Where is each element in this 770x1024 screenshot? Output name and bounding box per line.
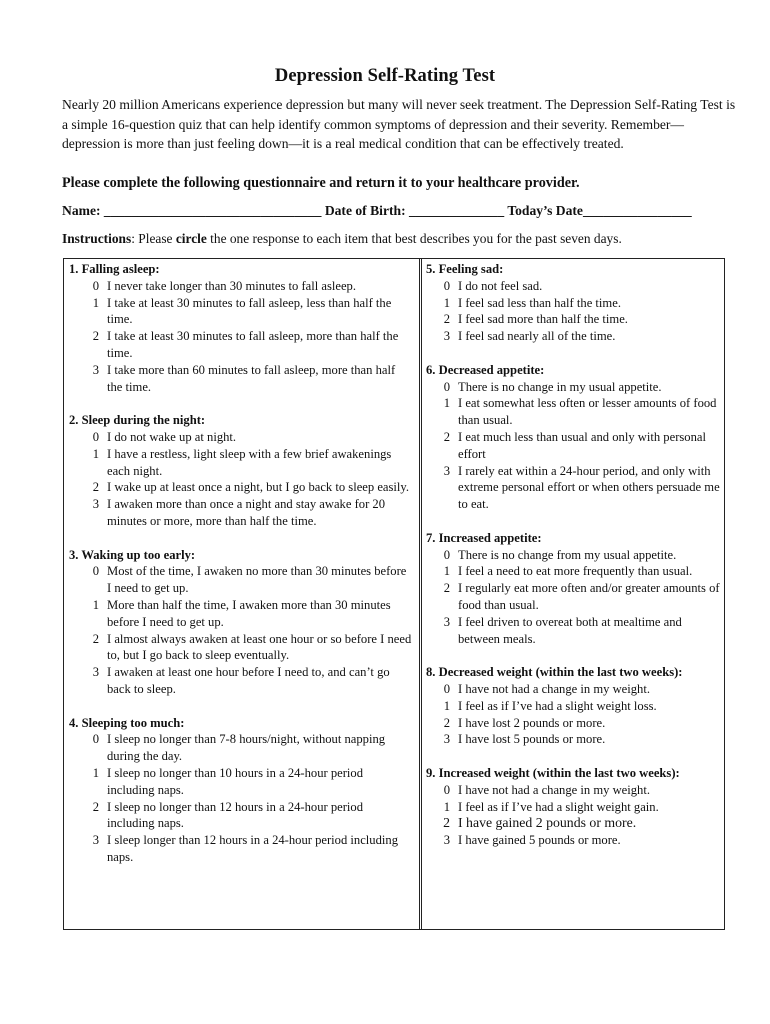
answer-option[interactable] [69,731,413,765]
answer-option[interactable] [69,765,413,799]
answer-option[interactable] [426,429,722,463]
option-number: 3 [443,614,450,629]
question-title: 8. Decreased weight (within the last two weeks): [426,665,683,680]
question-item [426,664,722,748]
option-number: 2 [92,329,99,344]
option-number: 1 [92,295,99,310]
option-text: Most of the time, I awaken no more than 30 minutes before I need to get up. [107,564,407,596]
option-number: 0 [92,732,99,747]
option-text: I take at least 30 minutes to fall asleep, less than half the time. [107,295,392,327]
option-number: 3 [92,833,99,848]
complete-instruction: Please complete the following questionnaire and return it to your healthcare provider. [62,175,580,191]
answer-option[interactable] [426,832,722,849]
option-number: 2 [443,429,450,444]
option-number: 0 [443,379,450,394]
option-number: 0 [92,429,99,444]
option-text: I have lost 2 pounds or more. [458,715,606,730]
answer-option[interactable] [426,681,722,698]
answer-option[interactable] [426,580,722,614]
column-divider [419,259,422,929]
questionnaire-table [63,258,725,930]
option-number: 1 [92,765,99,780]
option-text: I wake up at least once a night, but I go back to sleep easily. [107,480,410,495]
instructions-text-1: : Please [131,231,176,246]
answer-option[interactable] [426,614,722,648]
option-text: I sleep no longer than 7-8 hours/night, without napping during the day. [107,732,386,764]
option-number: 1 [443,396,450,411]
answer-option[interactable] [69,563,413,597]
question-item [69,261,413,395]
question-item [426,362,722,513]
patient-fields [62,203,752,219]
page-title: Depression Self-Rating Test [274,66,496,86]
question-title: 2. Sleep during the night: [69,413,206,428]
question-title: 4. Sleeping too much: [69,715,185,730]
option-text: I have not had a change in my weight. [458,681,650,696]
instructions-label: Instructions [62,231,132,246]
option-number: 0 [443,782,450,797]
answer-option[interactable] [69,597,413,631]
option-number: 1 [443,799,450,814]
option-text: I regularly eat more often and/or greater amounts of food than usual. [458,581,720,612]
option-text: I feel sad nearly all of the time. [458,329,616,344]
question-item [69,412,413,530]
answer-option[interactable] [69,446,413,480]
answer-option[interactable] [69,328,413,362]
option-text: I have not had a change in my weight. [458,782,650,797]
answer-option[interactable] [69,295,413,329]
option-text: I eat somewhat less often or lesser amounts of food than usual. [458,396,717,428]
right-column [426,261,722,866]
answer-option[interactable] [426,311,722,328]
option-number: 3 [443,463,450,478]
option-text: I have gained 2 pounds or more. [458,815,637,831]
option-text: I have gained 5 pounds or more. [458,833,621,848]
answer-option[interactable] [426,463,722,513]
question-item [69,715,413,866]
option-number: 3 [92,665,99,680]
question-title: 5. Feeling sad: [426,262,504,276]
option-number: 3 [92,362,99,377]
option-text: I feel sad less than half the time. [458,295,621,310]
option-number: 1 [443,564,450,579]
option-number: 3 [443,732,450,747]
option-number: 3 [443,329,450,344]
option-text: I feel as if I’ve had a slight weight loss. [458,698,657,713]
option-text: I sleep longer than 12 hours in a 24-hour period including naps. [107,833,398,864]
option-text: I sleep no longer than 12 hours in a 24-hour period including naps. [107,799,364,831]
option-number: 2 [92,799,99,814]
option-text: I feel as if I’ve had a slight weight gain. [458,799,659,814]
answer-option[interactable] [426,547,722,564]
todays-date-field[interactable]: Today’s Date________________ [507,203,692,218]
question-title: 7. Increased appetite: [426,530,542,545]
option-text: I sleep no longer than 10 hours in a 24-hour period including naps. [107,765,364,797]
left-column [69,261,413,882]
instructions-circle: circle [175,231,207,246]
option-text: I eat much less than usual and only with personal effort [458,429,706,461]
option-text: I have lost 5 pounds or more. [458,732,606,747]
question-item [426,261,722,345]
answer-option[interactable] [426,698,722,715]
option-text: I awaken at least one hour before I need to, and can’t go back to sleep. [107,665,390,696]
option-number: 2 [443,815,450,831]
option-number: 0 [443,278,450,293]
question-title: 9. Increased weight (within the last two weeks): [426,765,680,780]
question-item [426,530,722,648]
answer-option[interactable] [426,278,722,295]
answer-option[interactable] [426,295,722,312]
option-number: 1 [92,597,99,612]
option-number: 0 [92,278,99,293]
answer-option[interactable] [69,496,413,530]
option-number: 3 [92,497,99,512]
instructions-text-2: the one response to each item that best describes you for the past seven days. [206,231,622,246]
question-item [69,547,413,698]
option-number: 0 [443,547,450,562]
option-text: I awaken more than once a night and stay awake for 20 minutes or more, more than half the time. [107,497,386,528]
option-text: I feel driven to overeat both at mealtime and between meals. [458,614,682,646]
option-number: 1 [443,698,450,713]
option-number: 2 [92,631,99,646]
answer-option[interactable] [69,362,413,396]
option-text: I take more than 60 minutes to fall asleep, more than half the time. [107,362,396,394]
option-text: I feel a need to eat more frequently than usual. [458,564,693,579]
option-text: I do not wake up at night. [107,429,237,444]
option-text: There is no change in my usual appetite. [458,379,662,394]
answer-option[interactable] [69,278,413,295]
option-number: 1 [92,446,99,461]
option-number: 2 [92,480,99,495]
answer-option[interactable] [69,832,413,866]
option-text: I have a restless, light sleep with a few brief awakenings each night. [107,446,392,478]
question-item [426,765,722,849]
answer-option[interactable] [426,379,722,396]
answer-option[interactable] [69,479,413,496]
answer-option[interactable] [426,395,722,429]
option-number: 0 [443,681,450,696]
option-text: I almost always awaken at least one hour or so before I need to, but I go back to sleep eventually. [107,631,412,663]
answer-option[interactable] [69,631,413,665]
option-number: 3 [443,833,450,848]
option-number: 2 [443,312,450,327]
option-text: I rarely eat within a 24-hour period, and only with extreme personal effort or when others persuade me to eat. [458,463,720,512]
question-title: 6. Decreased appetite: [426,362,545,377]
answer-option[interactable] [426,715,722,732]
option-text: I never take longer than 30 minutes to fall asleep. [107,278,356,293]
question-title: 1. Falling asleep: [69,262,160,276]
answer-option[interactable] [426,815,722,832]
option-number: 2 [443,581,450,596]
answer-option[interactable] [426,799,722,816]
answer-option[interactable] [426,563,722,580]
option-number: 2 [443,715,450,730]
option-number: 0 [92,564,99,579]
answer-option[interactable] [69,429,413,446]
answer-option[interactable] [426,782,722,799]
answer-option[interactable] [426,328,722,345]
question-title: 3. Waking up too early: [69,547,196,562]
option-text: I feel sad more than half the time. [458,312,628,327]
instructions [62,231,752,247]
option-text: I take at least 30 minutes to fall asleep, more than half the time. [107,329,399,360]
intro-paragraph: Nearly 20 million Americans experience depression but many will never seek treatment. The Depression Self-Rating Test is a simple 16-question quiz that can help identify common symptoms of depression and their severity. Remember—depression is more than just feeling down—it is a real medical condition that can be effectively treated. [62,97,736,152]
name-field[interactable]: Name: ________________________________ [62,203,322,218]
answer-option[interactable] [426,731,722,748]
option-text: More than half the time, I awaken more than 30 minutes before I need to get up. [107,597,391,629]
option-text: There is no change from my usual appetite. [458,547,677,562]
answer-option[interactable] [69,799,413,833]
option-text: I do not feel sad. [458,278,543,293]
option-number: 1 [443,295,450,310]
answer-option[interactable] [69,664,413,698]
dob-field[interactable]: Date of Birth: ______________ [324,203,505,218]
